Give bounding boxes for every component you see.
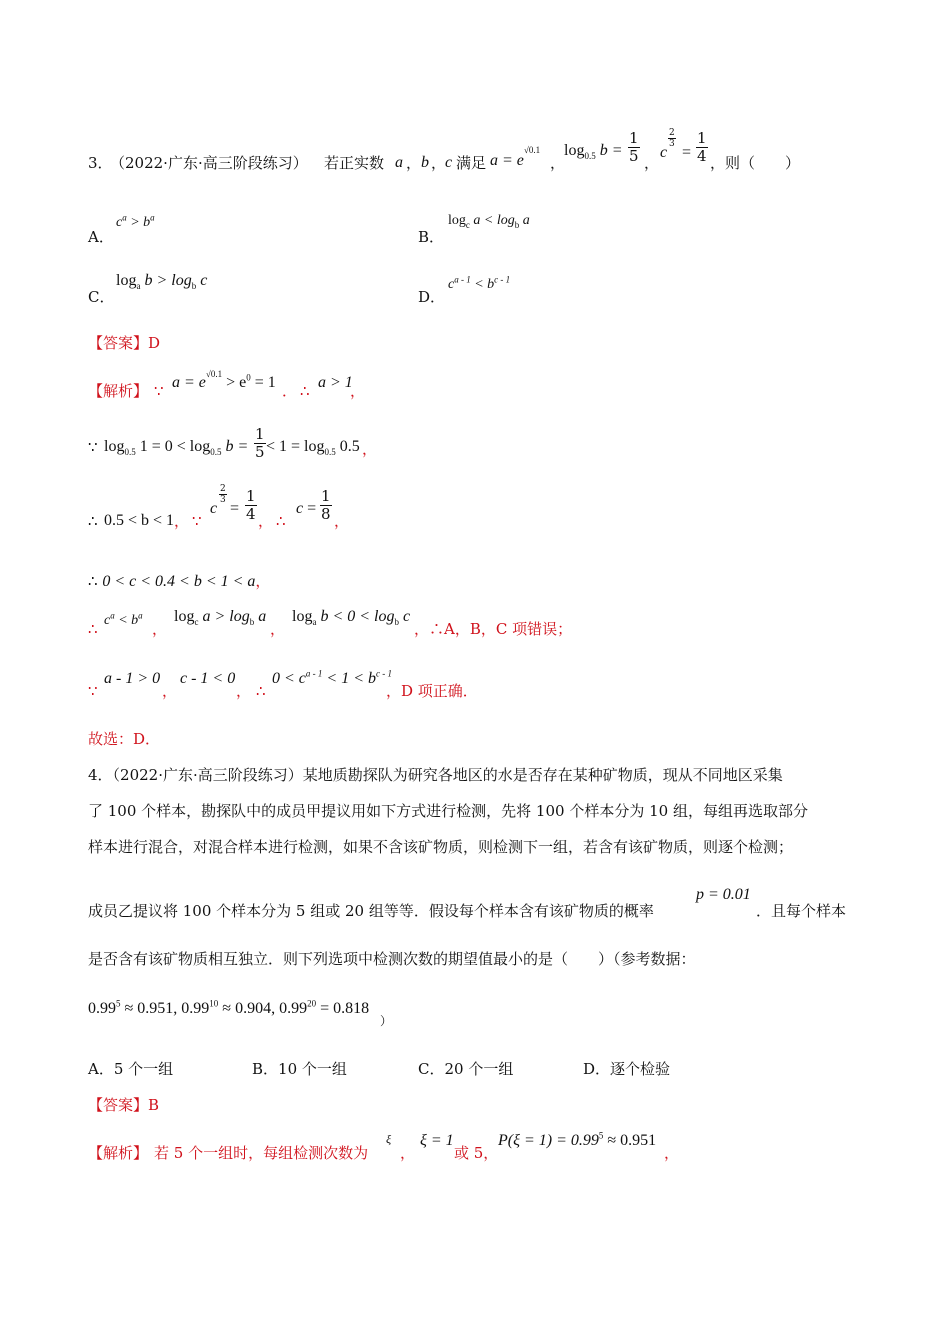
document-page: 3． （2022·广东·高三阶段练习） 若正实数 a ， b ， c 满足 $a = e^{√0.1}$ ， $\log_{0.5} b$ = $\frac{1}{5}$ ， c $\frac{2}{3}$ = $\frac{1}{4}$ ，则（ ） A． $c^a > b^a$ B． $\log_c a < \log_b a$ C． $\log_a b > \log_b c$ D． $c^{a - 1} < b^{c - 1}$ 【答案】D 【解析】 ∵ $a = e^{√0.1} > e^0 = 1$ ． ∴ a > 1 ， ∵ $\log_{0.5} 1 = 0 < \log_{0.5} b$ = $\frac{1}{5}$ < $1 = \log_{0.5} 0.5$ ， ∴ 0.5 < b < 1 ， ∵ c $\frac{2}{3}$ = $\frac{1}{4}$ ， ∴ c = $\frac{1}{8}$ ， ∴ 0 < c < 0.4 < b < 1 < a， ∴ $c^a < b^a$ ， $\log_c a > \log_b a$ ， $\log_a b < 0 < \log_b c$ ，∴A，B，C 项错误； ∵ a - 1 > 0 ， c - 1 < 0 ， ∴ $0 < c^{a - 1} < 1 < b^{c - 1}$ ，D 项正确． 故选：D． 4．（2022·广东·高三阶段练习）某地质勘探队为研究各地区的水是否存在某种矿物质，现从不同地区采集 了 100 个样本，勘探队中的成员甲提议用如下方式进行检测，先将 100 个样本分为 10 组，每组再选取部分 样本进行混合，对混合样本进行检测，如果不含该矿物质，则检测下一组，若含有该矿物质，则逐个检测； 成员乙提议将 100 个样本分为 5 组或 20 组等等．假设每个样本含有该矿物质的概率 p = 0.01 ．且每个样本 是否含有该矿物质相互独立．则下列选项中检测次数的期望值最小的是（ ）（参考数据： $0.99^5 \approx 0.951$, $0.99^{10} \approx 0.904$, $0.99^{20} = 0.818$ ） A．5 个一组 B．10 个一组 C．20 个一组 D．逐个检验 【答案】B 【解析】 若 5 个一组时，每组检测次数为 ξ ， ξ = 1 或 5， $P(\xi = 1) = 0.99^5 \approx 0.951$ ， [88,128,847,1162]
q3-analysis-4: ∴ 0 < c < 0.4 < b < 1 < a， [88,572,271,590]
q4-option-d[interactable]: D．逐个检验 [583,1060,671,1078]
q3-eq-c: c [660,144,668,161]
q4-line-5: 是否含有该矿物质相互独立．则下列选项中检测次数的期望值最小的是（ ）（参考数据： [88,950,696,968]
q3-eq-b: $\log_{0.5} b$ = [564,142,623,162]
q4-line-2: 了 100 个样本，勘探队中的成员甲提议用如下方式进行检测，先将 100 个样本分为 10 组，每组再选取部分 [88,802,808,820]
q4-option-a[interactable]: A．5 个一组 [88,1060,174,1078]
q4-line-3: 样本进行混合，对混合样本进行检测，如果不含该矿物质，则检测下一组，若含有该矿物质，则逐个检测； [88,838,794,856]
q4-option-c[interactable]: C．20 个一组 [418,1060,514,1078]
q3-answer: 【答案】D [88,334,161,352]
q3-frac-1-4: $\frac{1}{4}$ [697,129,707,165]
q3-conclusion: 故选：D． [88,730,161,748]
q3-source: （2022·广东·高三阶段练习） [110,154,308,172]
q4-line-1: 4．（2022·广东·高三阶段练习）某地质勘探队为研究各地区的水是否存在某种矿物质，现从不同地区采集 [88,766,783,784]
q3-eq-a: $a = e^{√0.1}$ [490,144,541,169]
q3-exp-frac: $\frac{2}{3}$ [669,128,675,149]
q3-frac-1-5: $\frac{1}{5}$ [629,129,639,165]
q4-option-b[interactable]: B．10 个一组 [252,1060,347,1078]
q3-number: 3． [88,154,113,172]
q4-answer: 【答案】B [88,1096,160,1114]
